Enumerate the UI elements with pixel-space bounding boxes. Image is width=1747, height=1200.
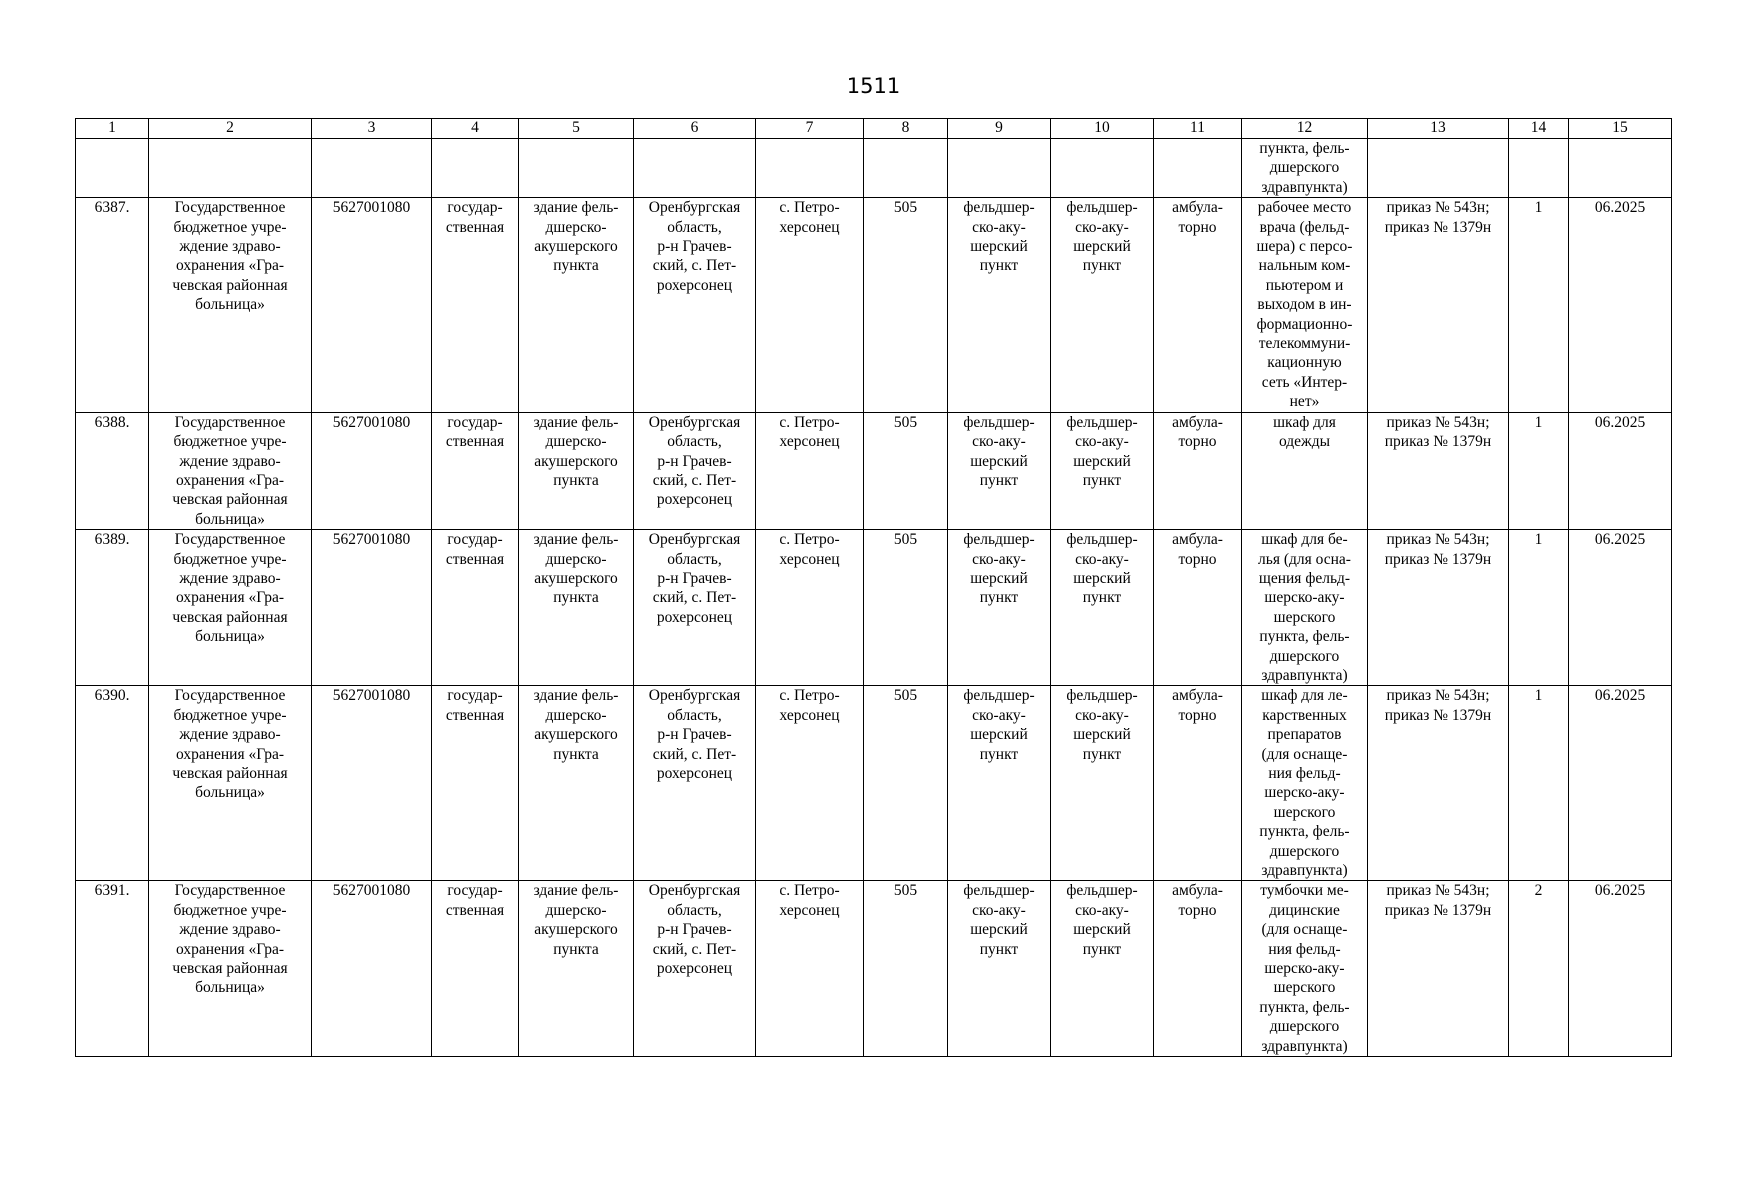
table-cell: с. Петро- херсонец	[756, 198, 864, 412]
table-cell: фельдшер- ско-аку- шерский пункт	[948, 412, 1051, 529]
table-cell: здание фель- дшерско- акушерского пункта	[519, 881, 634, 1057]
column-header: 12	[1242, 119, 1368, 139]
table-cell: 1	[1509, 198, 1569, 412]
table-cell: здание фель- дшерско- акушерского пункта	[519, 198, 634, 412]
table-cell: с. Петро- херсонец	[756, 412, 864, 529]
table-cell: 505	[864, 881, 948, 1057]
table-cell: фельдшер- ско-аку- шерский пункт	[948, 198, 1051, 412]
table-cell: приказ № 543н; приказ № 1379н	[1368, 412, 1509, 529]
table-row	[76, 530, 1672, 686]
table-cell	[1569, 139, 1672, 198]
table-cell: 06.2025	[1569, 881, 1672, 1057]
table-cell	[76, 139, 149, 198]
column-header: 15	[1569, 119, 1672, 139]
table-cell: 5627001080	[312, 412, 432, 529]
table-cell: 1	[1509, 686, 1569, 881]
table-cell: приказ № 543н; приказ № 1379н	[1368, 881, 1509, 1057]
table-cell: приказ № 543н; приказ № 1379н	[1368, 530, 1509, 686]
table-cell: 06.2025	[1569, 530, 1672, 686]
table-cell: амбула- торно	[1154, 198, 1242, 412]
table-cell: здание фель- дшерско- акушерского пункта	[519, 686, 634, 881]
table-cell: амбула- торно	[1154, 686, 1242, 881]
table-cell: Оренбургская область, р-н Грачев- ский, с. Пет- рохерсонец	[634, 198, 756, 412]
table-row	[76, 686, 1672, 881]
table-cell: шкаф для ле- карственных препаратов (для оснаще- ния фельд- шерско-аку- шерского пункта, фель- дшерского здравпункта)	[1242, 686, 1368, 881]
table-cell: 505	[864, 198, 948, 412]
table-cell: пункта, фель- дшерского здравпункта)	[1242, 139, 1368, 198]
column-header: 6	[634, 119, 756, 139]
table-cell	[1154, 139, 1242, 198]
table-cell: 505	[864, 530, 948, 686]
table-row	[76, 881, 1672, 1057]
table-cell: фельдшер- ско-аку- шерский пункт	[948, 881, 1051, 1057]
table-cell: Оренбургская область, р-н Грачев- ский, с. Пет- рохерсонец	[634, 881, 756, 1057]
table-cell	[312, 139, 432, 198]
table-cell: Государственное бюджетное учре- ждение здраво- охранения «Гра- чевская районная больница»	[149, 198, 312, 412]
table-cell: амбула- торно	[1154, 530, 1242, 686]
column-header: 2	[149, 119, 312, 139]
table-cell: здание фель- дшерско- акушерского пункта	[519, 530, 634, 686]
table-cell: шкаф для бе- лья (для осна- щения фельд- шерско-аку- шерского пункта, фель- дшерского здравпункта)	[1242, 530, 1368, 686]
table-cell: 505	[864, 686, 948, 881]
row-number: 6388.	[76, 412, 149, 529]
table-cell: приказ № 543н; приказ № 1379н	[1368, 686, 1509, 881]
table-cell: Государственное бюджетное учре- ждение здраво- охранения «Гра- чевская районная больница»	[149, 412, 312, 529]
table-cell: государ- ственная	[432, 881, 519, 1057]
column-header: 14	[1509, 119, 1569, 139]
table-cell: Государственное бюджетное учре- ждение здраво- охранения «Гра- чевская районная больница»	[149, 881, 312, 1057]
table-cell	[519, 139, 634, 198]
header-row	[76, 119, 1672, 139]
table-cell: фельдшер- ско-аку- шерский пункт	[1051, 198, 1154, 412]
table-cell: амбула- торно	[1154, 412, 1242, 529]
table-cell	[948, 139, 1051, 198]
table-cell: 06.2025	[1569, 412, 1672, 529]
table-row-continuation	[76, 139, 1672, 198]
table-cell: 505	[864, 412, 948, 529]
page-number: 1511	[846, 74, 901, 98]
table-cell	[149, 139, 312, 198]
column-header: 3	[312, 119, 432, 139]
table-cell	[634, 139, 756, 198]
table-cell: 1	[1509, 530, 1569, 686]
table-cell: фельдшер- ско-аку- шерский пункт	[1051, 881, 1154, 1057]
table-cell	[1368, 139, 1509, 198]
column-header: 7	[756, 119, 864, 139]
column-header: 9	[948, 119, 1051, 139]
row-number: 6387.	[76, 198, 149, 412]
table-cell: 06.2025	[1569, 198, 1672, 412]
table-cell	[864, 139, 948, 198]
table-cell: государ- ственная	[432, 686, 519, 881]
table-cell: фельдшер- ско-аку- шерский пункт	[948, 686, 1051, 881]
table-cell: 5627001080	[312, 530, 432, 686]
table-cell: фельдшер- ско-аку- шерский пункт	[1051, 686, 1154, 881]
table-cell: Оренбургская область, р-н Грачев- ский, с. Пет- рохерсонец	[634, 412, 756, 529]
table-cell: Оренбургская область, р-н Грачев- ский, с. Пет- рохерсонец	[634, 530, 756, 686]
table-row	[76, 412, 1672, 529]
table-cell: амбула- торно	[1154, 881, 1242, 1057]
table-cell: рабочее место врача (фельд- шера) с персо- нальным ком- пьютером и выходом в ин- формационно- телекоммуни- кационную сеть «Интер- нет»	[1242, 198, 1368, 412]
table-cell: Государственное бюджетное учре- ждение здраво- охранения «Гра- чевская районная больница»	[149, 530, 312, 686]
column-header: 10	[1051, 119, 1154, 139]
table-cell: 1	[1509, 412, 1569, 529]
table-cell: государ- ственная	[432, 412, 519, 529]
table-cell: с. Петро- херсонец	[756, 881, 864, 1057]
table-cell	[1509, 139, 1569, 198]
table-cell: приказ № 543н; приказ № 1379н	[1368, 198, 1509, 412]
table-cell: 5627001080	[312, 686, 432, 881]
table-cell: государ- ственная	[432, 530, 519, 686]
row-number: 6390.	[76, 686, 149, 881]
table-cell: с. Петро- херсонец	[756, 530, 864, 686]
row-number: 6389.	[76, 530, 149, 686]
table-cell: 06.2025	[1569, 686, 1672, 881]
table-cell: 5627001080	[312, 198, 432, 412]
table-cell: с. Петро- херсонец	[756, 686, 864, 881]
register-table	[75, 118, 1672, 1057]
table-cell	[1051, 139, 1154, 198]
table-cell: тумбочки ме- дицинские (для оснаще- ния фельд- шерско-аку- шерского пункта, фель- дшерского здравпункта)	[1242, 881, 1368, 1057]
table-cell	[432, 139, 519, 198]
table-cell: государ- ственная	[432, 198, 519, 412]
table-cell: здание фель- дшерско- акушерского пункта	[519, 412, 634, 529]
column-header: 8	[864, 119, 948, 139]
column-header: 13	[1368, 119, 1509, 139]
table-cell: 5627001080	[312, 881, 432, 1057]
table-cell: шкаф для одежды	[1242, 412, 1368, 529]
row-number: 6391.	[76, 881, 149, 1057]
table-cell: фельдшер- ско-аку- шерский пункт	[1051, 530, 1154, 686]
table-cell: Оренбургская область, р-н Грачев- ский, с. Пет- рохерсонец	[634, 686, 756, 881]
column-header: 11	[1154, 119, 1242, 139]
table-row	[76, 198, 1672, 412]
table-cell: Государственное бюджетное учре- ждение здраво- охранения «Гра- чевская районная больница»	[149, 686, 312, 881]
table-cell: фельдшер- ско-аку- шерский пункт	[1051, 412, 1154, 529]
table-cell: фельдшер- ско-аку- шерский пункт	[948, 530, 1051, 686]
column-header: 4	[432, 119, 519, 139]
column-header: 1	[76, 119, 149, 139]
table-cell: 2	[1509, 881, 1569, 1057]
column-header: 5	[519, 119, 634, 139]
table-cell	[756, 139, 864, 198]
